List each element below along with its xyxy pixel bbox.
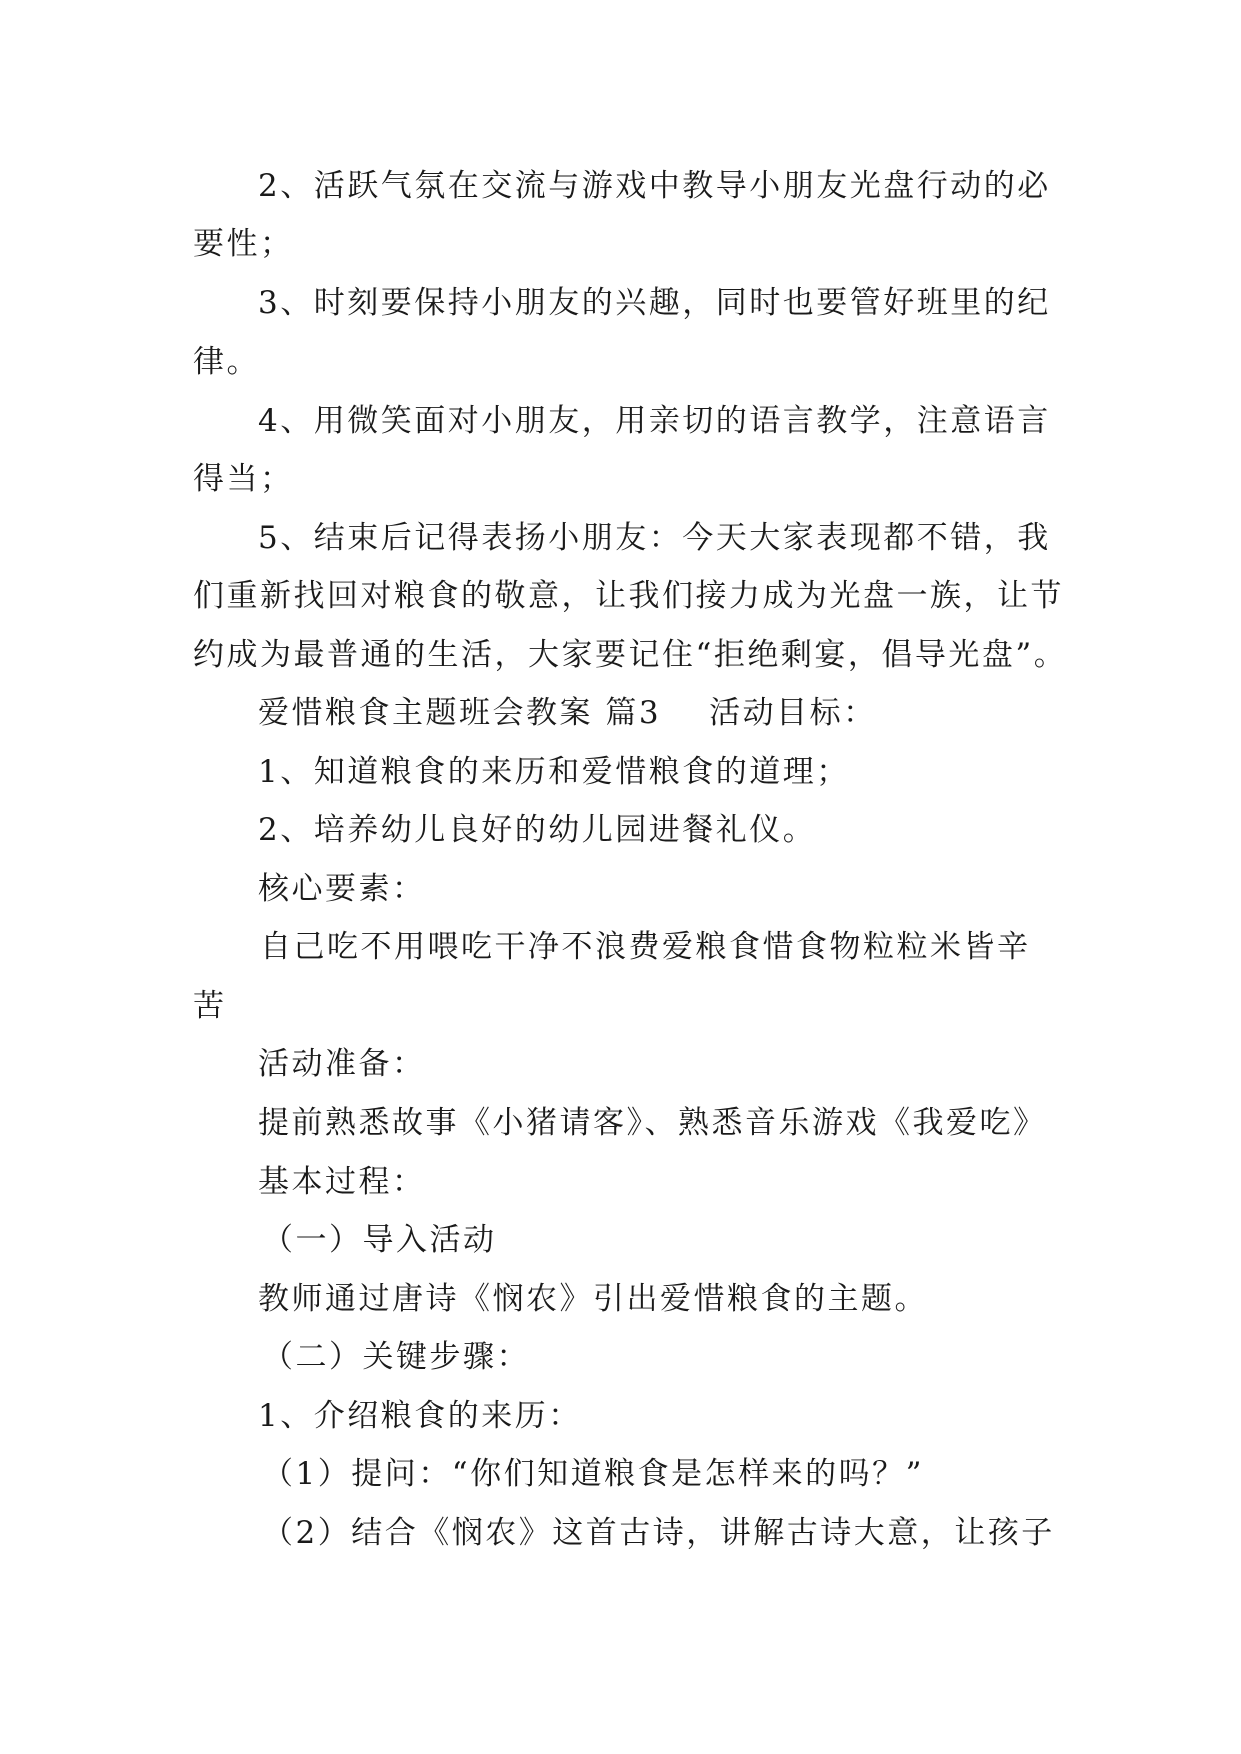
activity-goal-label: 活动目标： xyxy=(709,695,877,731)
text-line: 苦 xyxy=(193,988,227,1024)
text-line: 核心要素： xyxy=(258,871,426,907)
text-line: 5、结束后记得表扬小朋友：今天大家表现都不错，我 xyxy=(258,520,1051,556)
text-line: 们重新找回对粮食的敬意，让我们接力成为光盘一族，让节 xyxy=(193,578,1064,614)
text-line: （一）导入活动 xyxy=(262,1222,497,1258)
text-line: 3、时刻要保持小朋友的兴趣，同时也要管好班里的纪 xyxy=(258,285,1051,321)
text-line: 约成为最普通的生活，大家要记住“拒绝剩宴，倡导光盘”。 xyxy=(193,637,1068,673)
text-line: 活动准备： xyxy=(258,1046,426,1082)
text-line: 4、用微笑面对小朋友，用亲切的语言教学，注意语言 xyxy=(258,403,1051,439)
text-line: 2、活跃气氛在交流与游戏中教导小朋友光盘行动的必 xyxy=(258,168,1051,204)
text-line: 2、培养幼儿良好的幼儿园进餐礼仪。 xyxy=(258,812,817,848)
text-line: 提前熟悉故事《小猪请客》、熟悉音乐游戏《我爱吃》 xyxy=(258,1105,1047,1141)
text-line: 得当； xyxy=(193,461,294,497)
section-heading-line xyxy=(258,693,877,733)
text-line: 基本过程： xyxy=(258,1164,426,1200)
text-line: 教师通过唐诗《悯农》引出爱惜粮食的主题。 xyxy=(258,1281,928,1317)
section-title: 爱惜粮食主题班会教案 篇3 xyxy=(258,695,662,731)
text-line: 1、知道粮食的来历和爱惜粮食的道理； xyxy=(258,754,850,790)
text-line: 1、介绍粮食的来历： xyxy=(258,1398,582,1434)
text-line: 自己吃不用喂吃干净不浪费爱粮食惜食物粒粒米皆辛 xyxy=(260,929,1031,965)
text-line: 律。 xyxy=(193,344,260,380)
text-line: （2）结合《悯农》这首古诗，讲解古诗大意，让孩子 xyxy=(262,1515,1055,1551)
text-line: （二）关键步骤： xyxy=(262,1339,530,1375)
text-line: 要性； xyxy=(193,226,294,262)
text-line: （1）提问：“你们知道粮食是怎样来的吗？” xyxy=(262,1456,924,1492)
